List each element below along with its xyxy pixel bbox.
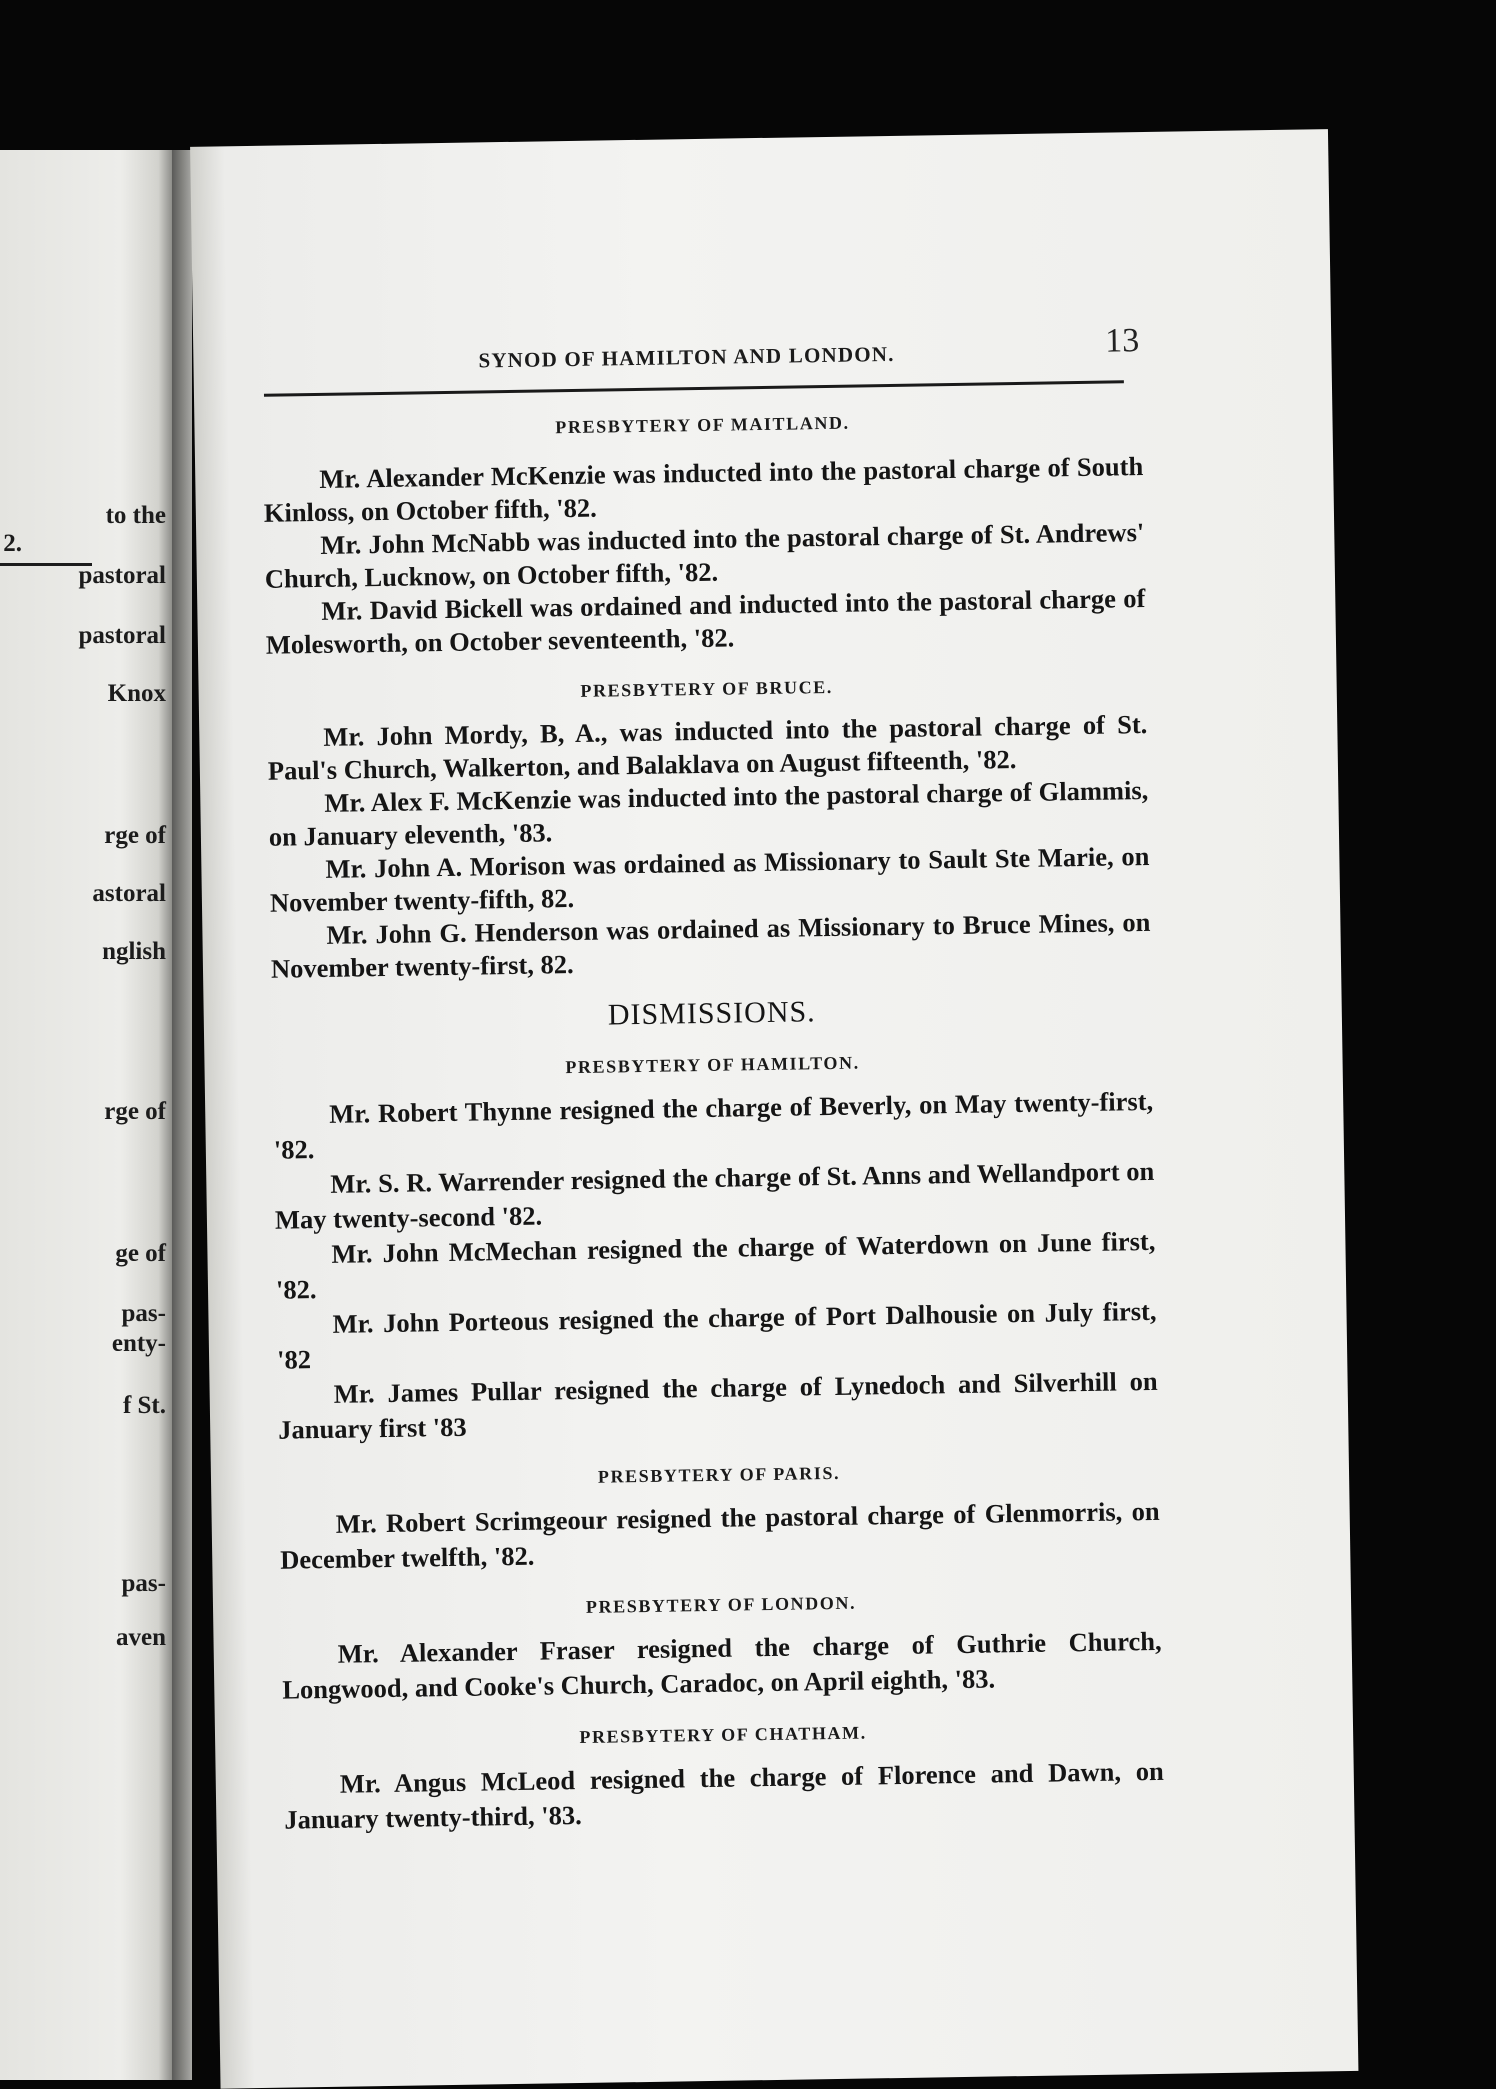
entry: Mr. Alexander Fraser resigned the charge of Guthrie Church, Longwood, and Cooke's Church, Caradoc, on April eighth, '83. <box>282 1625 1162 1705</box>
left-page-fragment: rge of <box>104 822 166 849</box>
entry: Mr. Alex F. McKenzie was inducted into the pastoral charge of Glammis, on January eleventh, '83. <box>268 774 1149 852</box>
entry: Mr. James Pullar resigned the charge of Lynedoch and Silverhill on January first '83 <box>277 1365 1158 1445</box>
entry: Mr. Angus McLeod resigned the charge of Florence and Dawn, on January twenty-third, '83. <box>284 1755 1164 1835</box>
left-page-fragment: pas- <box>121 1570 166 1597</box>
section-hamilton <box>272 1046 1158 1448</box>
left-page-fragment: f St. <box>122 1392 166 1419</box>
left-page-fragment: to the <box>105 502 166 529</box>
section-heading: PRESBYTERY OF CHATHAM. <box>579 1722 867 1748</box>
section-heading: PRESBYTERY OF HAMILTON. <box>565 1052 860 1078</box>
entry: Mr. John Porteous resigned the charge of Port Dalhousie on July first, '82 <box>276 1295 1157 1375</box>
section-heading: PRESBYTERY OF MAITLAND. <box>555 412 850 438</box>
entry: Mr. John A. Morison was ordained as Missionary to Sault Ste Marie, on November twenty-fifth, 82. <box>269 840 1150 918</box>
running-title: SYNOD OF HAMILTON AND LONDON. <box>478 341 895 373</box>
entry: Mr. Robert Thynne resigned the charge of Beverly, on May twenty-first, '82. <box>273 1085 1154 1165</box>
entry: Mr. John Mordy, B, A., was inducted into the pastoral charge of St. Paul's Church, Walkerton, and Balaklava on August fifteenth, '82. <box>267 708 1148 786</box>
left-page-fragment: nglish <box>102 938 166 965</box>
left-facing-page <box>0 150 172 2080</box>
right-page <box>190 129 1358 2089</box>
left-page-fragment: aven <box>116 1624 166 1651</box>
page-number: 13 <box>1104 322 1140 360</box>
section-maitland <box>262 406 1146 662</box>
left-page-fragment: pastoral <box>78 622 166 649</box>
entry: Mr. David Bickell was ordained and inducted into the pastoral charge of Molesworth, on October seventeenth, '82. <box>265 582 1146 660</box>
entry: Mr. S. R. Warrender resigned the charge of St. Anns and Wellandport on May twenty-second '82. <box>274 1155 1155 1235</box>
section-heading: PRESBYTERY OF LONDON. <box>585 1592 857 1617</box>
left-page-fragment: enty- <box>111 1330 166 1357</box>
section-london <box>281 1586 1163 1708</box>
entry: Mr. John G. Henderson was ordained as Missionary to Bruce Mines, on November twenty-first, 82. <box>270 906 1151 984</box>
entry: Mr. Alexander McKenzie was inducted into the pastoral charge of South Kinloss, on October fifth, '82. <box>263 451 1144 528</box>
left-page-fragment: Knox <box>107 680 166 707</box>
page-header <box>193 315 1332 383</box>
entry: Mr. John McMechan resigned the charge of Waterdown on June first, '82. <box>275 1225 1156 1305</box>
left-page-fragment: astoral <box>92 880 166 907</box>
section-paris <box>279 1456 1161 1578</box>
left-page-fragment: rge of <box>104 1098 166 1125</box>
section-heading: PRESBYTERY OF BRUCE. <box>580 676 834 701</box>
section-heading: PRESBYTERY OF PARIS. <box>597 1462 841 1487</box>
left-page-fragment: ge of <box>115 1240 166 1267</box>
left-page-fragment: pas- <box>121 1300 166 1327</box>
header-rule <box>264 380 1124 397</box>
book-gutter <box>172 150 192 2080</box>
section-bruce <box>267 670 1152 986</box>
dismissions-title: DISMISSIONS. <box>607 995 816 1032</box>
entry: Mr. John McNabb was inducted into the pastoral charge of St. Andrews' Church, Lucknow, on October fifth, '82. <box>264 516 1145 594</box>
section-chatham <box>283 1716 1165 1838</box>
left-page-fragment: pastoral <box>78 562 166 589</box>
entry: Mr. Robert Scrimgeour resigned the pastoral charge of Glenmorris, on December twelfth, '82. <box>280 1495 1160 1575</box>
page-body <box>262 400 1164 1838</box>
left-page-fragment: 2. <box>3 530 22 557</box>
